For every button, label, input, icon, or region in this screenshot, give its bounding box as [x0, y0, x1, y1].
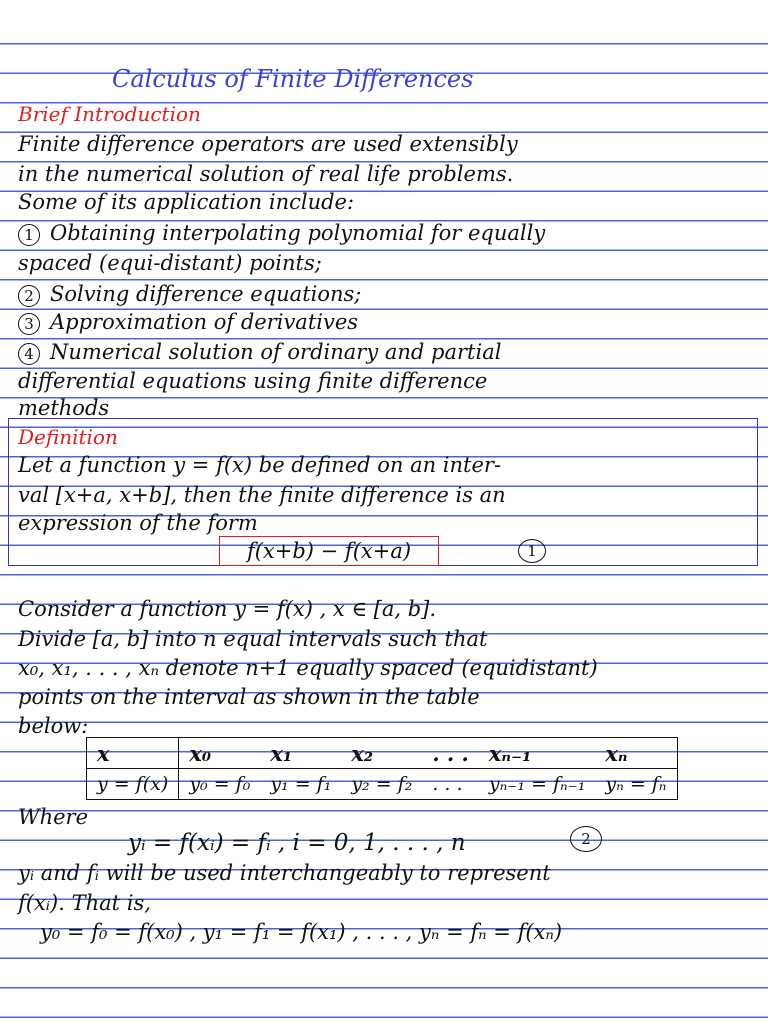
application-item: 2 Solving difference equations; [18, 281, 361, 307]
table-cell: yₙ = fₙ [595, 769, 677, 800]
intro-line: Some of its application include: [18, 190, 355, 214]
table-cell: . . . [422, 769, 479, 800]
item-number-circle: 3 [18, 313, 40, 335]
application-item: differential equations using finite difference [18, 369, 488, 393]
definition-line: val [x+a, x+b], then the finite difference is an [18, 483, 506, 507]
equation-number-1: 1 [518, 539, 546, 563]
consider-line: Divide [a, b] into n equal intervals such that [18, 627, 488, 651]
table-row [87, 769, 678, 800]
definition-line: expression of the form [18, 511, 258, 535]
table-cell: xₙ [595, 738, 677, 769]
application-item: 3 Approximation of derivatives [18, 309, 358, 335]
application-item: methods [18, 396, 110, 420]
table-cell: xₙ₋₁ [479, 738, 595, 769]
table-cell: x [87, 738, 179, 769]
table-cell: y₂ = f₂ [341, 769, 422, 800]
where-formula: yᵢ = f(xᵢ) = fᵢ , i = 0, 1, . . . , n [128, 830, 466, 856]
item-number-circle: 4 [18, 343, 40, 365]
intro-line: Finite difference operators are used extensibly [18, 132, 518, 156]
table-cell: x₁ [260, 738, 341, 769]
values-table [86, 737, 678, 800]
item-number-circle: 1 [18, 224, 40, 246]
table-cell: . . . [422, 738, 479, 769]
table-cell: y = f(x) [87, 769, 179, 800]
consider-line: points on the interval as shown in the table [18, 685, 480, 709]
table-cell: x₂ [341, 738, 422, 769]
closing-line: yᵢ and fᵢ will be used interchangeably to represent [18, 861, 551, 885]
table-cell: y₀ = f₀ [179, 769, 261, 800]
table-cell: y₁ = f₁ [260, 769, 341, 800]
closing-line: y₀ = f₀ = f(x₀) , y₁ = f₁ = f(x₁) , . . . , yₙ = fₙ = f(xₙ) [40, 920, 563, 944]
definition-line: Let a function y = f(x) be defined on an inter- [18, 453, 502, 477]
consider-line: below: [18, 714, 89, 738]
application-item: 4 Numerical solution of ordinary and partial [18, 339, 501, 365]
consider-line: Consider a function y = f(x) , x ∈ [a, b]. [18, 597, 437, 621]
definition-heading: Definition [18, 425, 118, 449]
table-cell: x₀ [179, 738, 261, 769]
intro-line: in the numerical solution of real life problems. [18, 162, 514, 186]
table-row [87, 738, 678, 769]
consider-line: x₀, x₁, . . . , xₙ denote n+1 equally spaced (equidistant) [18, 656, 598, 680]
page-title: Calculus of Finite Differences [112, 65, 474, 93]
application-item: 1 Obtaining interpolating polynomial for equally [18, 220, 545, 246]
closing-line: f(xᵢ). That is, [18, 891, 151, 915]
application-item: spaced (equi-distant) points; [18, 251, 322, 275]
item-number-circle: 2 [18, 285, 40, 307]
table-cell: yₙ₋₁ = fₙ₋₁ [479, 769, 595, 800]
equation-number-2: 2 [570, 826, 602, 852]
intro-heading: Brief Introduction [18, 102, 201, 126]
where-label: Where [18, 805, 89, 829]
difference-formula: f(x+b) − f(x+a) [219, 536, 439, 566]
